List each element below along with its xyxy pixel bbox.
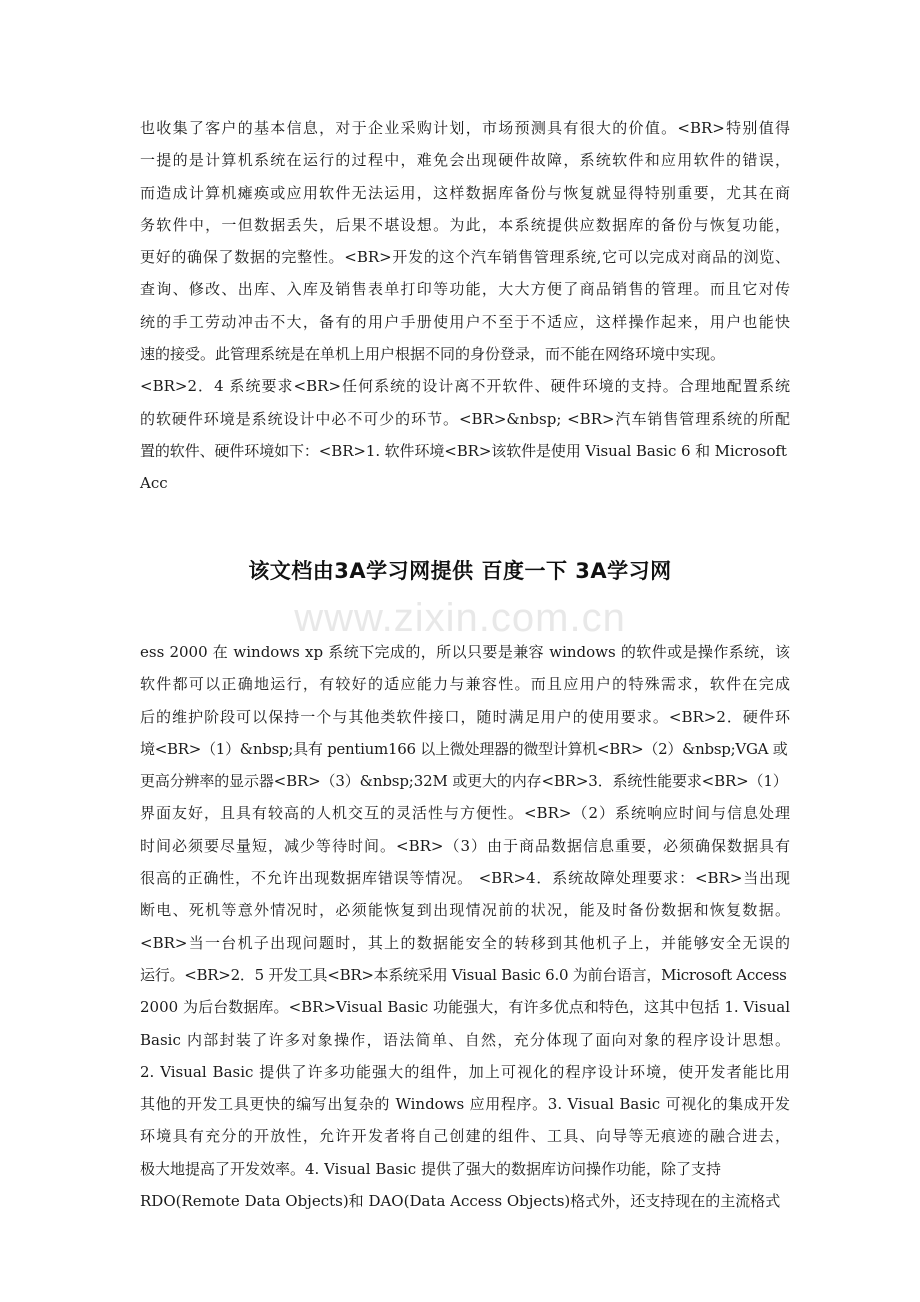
text-line: 断电、死机等意外情况时，必须能恢复到出现情况前的状况，能及时备份数据和恢复数据。 (140, 901, 790, 920)
text-line: 界面友好，且具有较高的人机交互的灵活性与方便性。<BR>（2）系统响应时间与信息处理 (140, 804, 790, 823)
text-line: <BR>当一台机子出现问题时，其上的数据能安全的转移到其他机子上，并能够安全无误的 (140, 933, 790, 952)
body-text-section-1 (140, 112, 790, 500)
text-line: 极大地提高了开发效率。4. Visual Basic 提供了强大的数据库访问操作功能，除了支持 (140, 1159, 721, 1178)
text-line: ess 2000 在 windows xp 系统下完成的，所以只要是兼容 windows 的软件或是操作系统，该 (140, 643, 790, 661)
text-line: <BR>2．4 系统要求<BR>任何系统的设计离不开软件、硬件环境的支持。合理地配置系统 (140, 377, 790, 396)
text-line: 运行。<BR>2．5 开发工具<BR>本系统采用 Visual Basic 6.0 为前台语言，Microsoft Access (140, 965, 787, 984)
text-line: 置的软件、硬件环境如下：<BR>1. 软件环境<BR>该软件是使用 Visual Basic 6 和 Microsoft (140, 441, 787, 460)
text-line: 境<BR>（1）&nbsp;具有 pentium166 以上微处理器的微型计算机<BR>（2）&nbsp;VGA 或 (140, 739, 788, 758)
text-line: 更高分辨率的显示器<BR>（3）&nbsp;32M 或更大的内存<BR>3．系统性能要求<BR>（1） (140, 772, 788, 791)
text-line: 而造成计算机瘫痪或应用软件无法运用，这样数据库备份与恢复就显得特别重要，尤其在商 (140, 183, 790, 202)
text-line: 后的维护阶段可以保持一个与其他类软件接口，随时满足用户的使用要求。<BR>2．硬件环 (140, 707, 790, 726)
text-line: 的软硬件环境是系统设计中必不可少的环节。<BR>&nbsp; <BR>汽车销售管理系统的所配 (140, 409, 790, 428)
text-line: Acc (140, 474, 168, 493)
text-line: 速的接受。此管理系统是在单机上用户根据不同的身份登录，而不能在网络环境中实现。 (140, 345, 726, 364)
text-line: 软件都可以正确地运行，有较好的适应能力与兼容性。而且应用户的特殊需求，软件在完成 (140, 675, 790, 694)
text-line: RDO(Remote Data Objects)和 DAO(Data Access Objects)格式外，还支持现在的主流格式 (140, 1192, 781, 1211)
text-line: 查询、修改、出库、入库及销售表单打印等功能，大大方便了商品销售的管理。而且它对传 (140, 280, 790, 299)
text-line: 环境具有充分的开放性，允许开发者将自己创建的组件、工具、向导等无痕迹的融合进去， (140, 1127, 790, 1146)
text-line: 务软件中，一但数据丢失，后果不堪设想。为此，本系统提供应数据库的备份与恢复功能， (140, 215, 790, 234)
text-line: 也收集了客户的基本信息，对于企业采购计划，市场预测具有很大的价值。<BR>特别值得 (140, 119, 790, 137)
text-line: Basic 内部封装了许多对象操作，语法简单、自然，充分体现了面向对象的程序设计思想。 (140, 1030, 790, 1049)
source-banner: 该文档由3A学习网提供 百度一下 3A学习网 (248, 559, 672, 583)
text-line: 2. Visual Basic 提供了许多功能强大的组件，加上可视化的程序设计环境，使开发者能比用 (140, 1062, 790, 1081)
text-line: 时间必须要尽量短，减少等待时间。<BR>（3）由于商品数据信息重要，必须确保数据具有 (140, 836, 790, 855)
body-text-section-2 (140, 636, 790, 1217)
text-line: 其他的开发工具更快的编写出复杂的 Windows 应用程序。3. Visual Basic 可视化的集成开发 (140, 1095, 790, 1114)
text-line: 更好的确保了数据的完整性。<BR>开发的这个汽车销售管理系统,它可以完成对商品的浏览、 (140, 248, 790, 267)
text-line: 很高的正确性，不允许出现数据库错误等情况。 <BR>4．系统故障处理要求：<BR>当出现 (140, 869, 790, 888)
site-watermark: www.zixin.com.cn (294, 596, 626, 640)
text-line: 2000 为后台数据库。<BR>Visual Basic 功能强大，有许多优点和特色，这其中包括 1. Visual (140, 998, 790, 1017)
text-line: 一提的是计算机系统在运行的过程中，难免会出现硬件故障，系统软件和应用软件的错误， (140, 151, 790, 170)
text-line: 统的手工劳动冲击不大，备有的用户手册使用户不至于不适应，这样操作起来，用户也能快 (140, 312, 790, 331)
